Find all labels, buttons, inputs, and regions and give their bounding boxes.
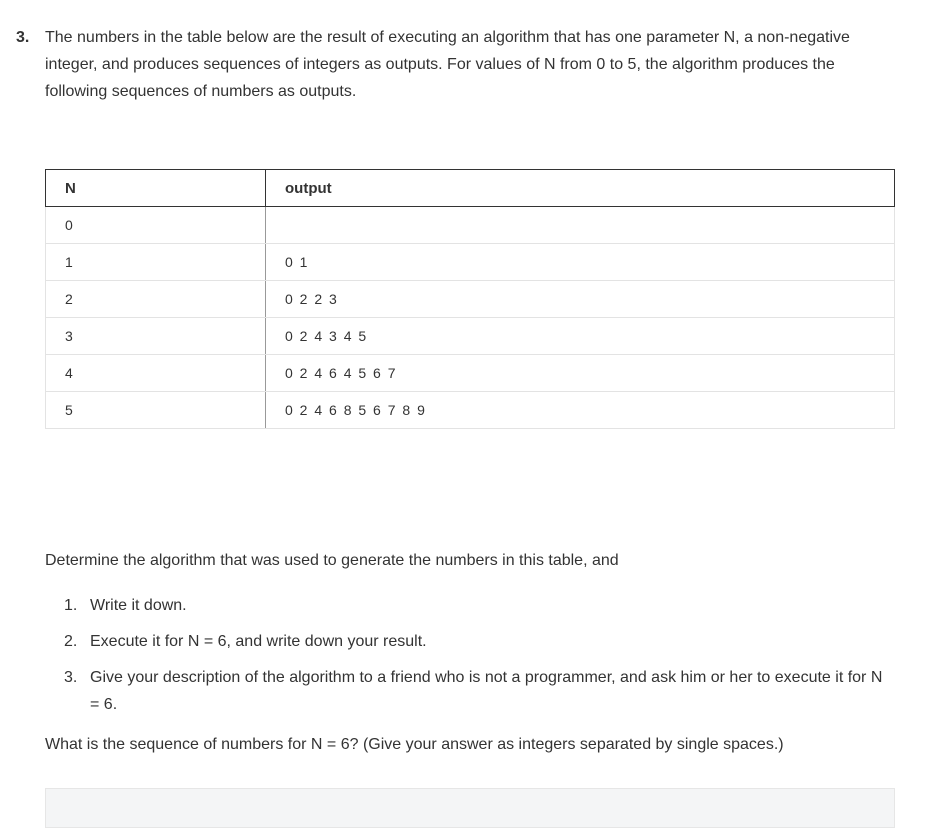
step-text: Write it down. xyxy=(90,597,187,614)
table-row xyxy=(46,244,895,281)
table-row xyxy=(46,318,895,355)
steps-list xyxy=(45,592,895,727)
instructions-lead: Determine the algorithm that was used to generate the numbers in this table, and xyxy=(45,552,619,569)
answer-input[interactable] xyxy=(45,788,895,828)
cell-n: 3 xyxy=(46,318,266,355)
final-question: What is the sequence of numbers for N = 6? (Give your answer as integers separated by single spaces.) xyxy=(45,736,784,753)
cell-output xyxy=(266,207,895,244)
question-number: 3. xyxy=(16,29,30,46)
cell-n: 2 xyxy=(46,281,266,318)
table-row xyxy=(46,355,895,392)
header-output: output xyxy=(266,170,895,207)
sequence-table xyxy=(45,169,895,429)
cell-n: 5 xyxy=(46,392,266,429)
cell-n: 0 xyxy=(46,207,266,244)
header-n: N xyxy=(46,170,266,207)
table-row xyxy=(46,281,895,318)
cell-output: 0 2 2 3 xyxy=(266,281,895,318)
cell-output: 0 2 4 6 8 5 6 7 8 9 xyxy=(266,392,895,429)
step-text: Give your description of the algorithm to a friend who is not a programmer, and ask him or her to execute it for N = 6. xyxy=(90,669,883,713)
question-intro: The numbers in the table below are the result of executing an algorithm that has one parameter N, a non-negative integer, and produces sequences of integers as outputs. For values of N from 0 to 5, the algorithm produces the following sequences of numbers as outputs. xyxy=(45,29,850,100)
list-item xyxy=(45,664,895,718)
step-number: 1. xyxy=(64,597,78,614)
table-row xyxy=(46,207,895,244)
cell-output: 0 1 xyxy=(266,244,895,281)
step-number: 2. xyxy=(64,633,78,650)
cell-n: 1 xyxy=(46,244,266,281)
cell-n: 4 xyxy=(46,355,266,392)
step-text: Execute it for N = 6, and write down your result. xyxy=(90,633,427,650)
list-item xyxy=(45,592,895,619)
cell-output: 0 2 4 3 4 5 xyxy=(266,318,895,355)
step-number: 3. xyxy=(64,669,78,686)
cell-output: 0 2 4 6 4 5 6 7 xyxy=(266,355,895,392)
list-item xyxy=(45,628,895,655)
table-row xyxy=(46,392,895,429)
table-header-row xyxy=(46,170,895,207)
